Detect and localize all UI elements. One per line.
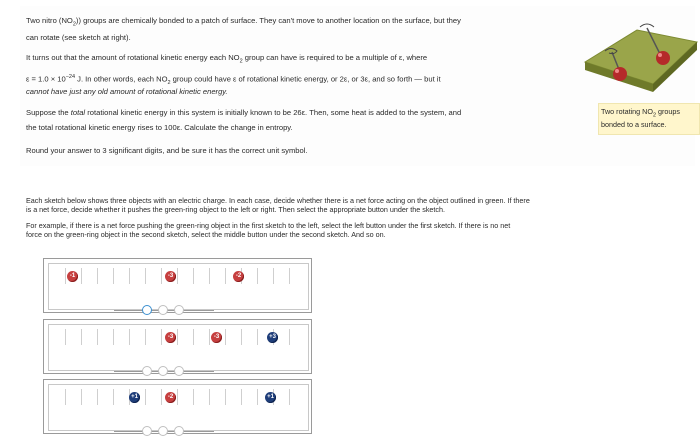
left-force-button[interactable] xyxy=(142,305,152,315)
sketch-track xyxy=(48,263,309,310)
charge-object: -3 xyxy=(165,332,176,343)
charge-object: -1 xyxy=(67,271,78,282)
left-force-button[interactable] xyxy=(142,366,152,376)
rotating-groups-sketch xyxy=(575,12,700,94)
p2-example-1: For example, if there is a net force pushing the green-ring object in the first sketch to the left, select the left button under the first sketch. If there is no net xyxy=(26,221,511,230)
charge-sketch-2 xyxy=(43,319,312,374)
p1-line-6: Suppose the total rotational kinetic energy in this system is initially known to be 26ε. Then, some heat is added to the system, and xyxy=(26,108,462,117)
force-button-row xyxy=(114,426,214,438)
charge-object: +1 xyxy=(129,392,140,403)
no-force-button[interactable] xyxy=(158,426,168,436)
sketch-track xyxy=(48,324,309,371)
p1-line-2: can rotate (see sketch at right). xyxy=(26,33,131,42)
p2-example-2: force on the green-ring object in the second sketch, select the middle button under the second sketch. And so on. xyxy=(26,230,386,239)
charge-sketch-3 xyxy=(43,379,312,434)
problem-2-card xyxy=(20,192,695,442)
sketch-caption: Two rotating $NO_2$ groups bonded to a surface. xyxy=(598,103,700,135)
right-force-button[interactable] xyxy=(174,366,184,376)
problem-1-card xyxy=(20,6,695,166)
force-button-row xyxy=(114,305,214,317)
charge-object: -2 xyxy=(165,392,176,403)
charge-sketch-1 xyxy=(43,258,312,313)
p1-line-4: $\varepsilon = 1.0 \times 10^{-24}$ J. In other words, each $NO_2$ group could have ε of rotational kinetic energy, or 2ε, or 3ε, and so forth — but it xyxy=(26,74,441,87)
p1-line-1: Two nitro $(NO_2)$) groups are chemically bonded to a patch of surface. They can't move to another location on the surface, but they xyxy=(26,16,461,28)
charge-object: -3 xyxy=(165,271,176,282)
p2-intro-1: Each sketch below shows three objects with an electric charge. In each case, decide whether there is a net force acting on the object outlined in green. If there xyxy=(26,196,530,205)
right-force-button[interactable] xyxy=(174,305,184,315)
p1-line-7: the total rotational kinetic energy rises to 100ε. Calculate the change in entropy. xyxy=(26,123,293,132)
right-force-button[interactable] xyxy=(174,426,184,436)
charge-object: +1 xyxy=(265,392,276,403)
no-force-button[interactable] xyxy=(158,305,168,315)
p1-line-8: Round your answer to 3 significant digits, and be sure it has the correct unit symbol. xyxy=(26,146,308,155)
sketch-track xyxy=(48,384,309,431)
charge-object: +3 xyxy=(267,332,278,343)
no-force-button[interactable] xyxy=(158,366,168,376)
p2-intro-2: is a net force, decide whether it pushes the green-ring object to the left or right. Then select the appropriate button under the sketch. xyxy=(26,205,445,214)
p1-line-5: cannot have just any old amount of rotational kinetic energy. xyxy=(26,87,228,96)
force-button-row xyxy=(114,366,214,378)
left-force-button[interactable] xyxy=(142,426,152,436)
charge-object: -3 xyxy=(211,332,222,343)
charge-object: -2 xyxy=(233,271,244,282)
p1-line-3: It turns out that the amount of rotational kinetic energy each $NO_2$ group can have is required to be a multiple of ε, where xyxy=(26,53,428,65)
